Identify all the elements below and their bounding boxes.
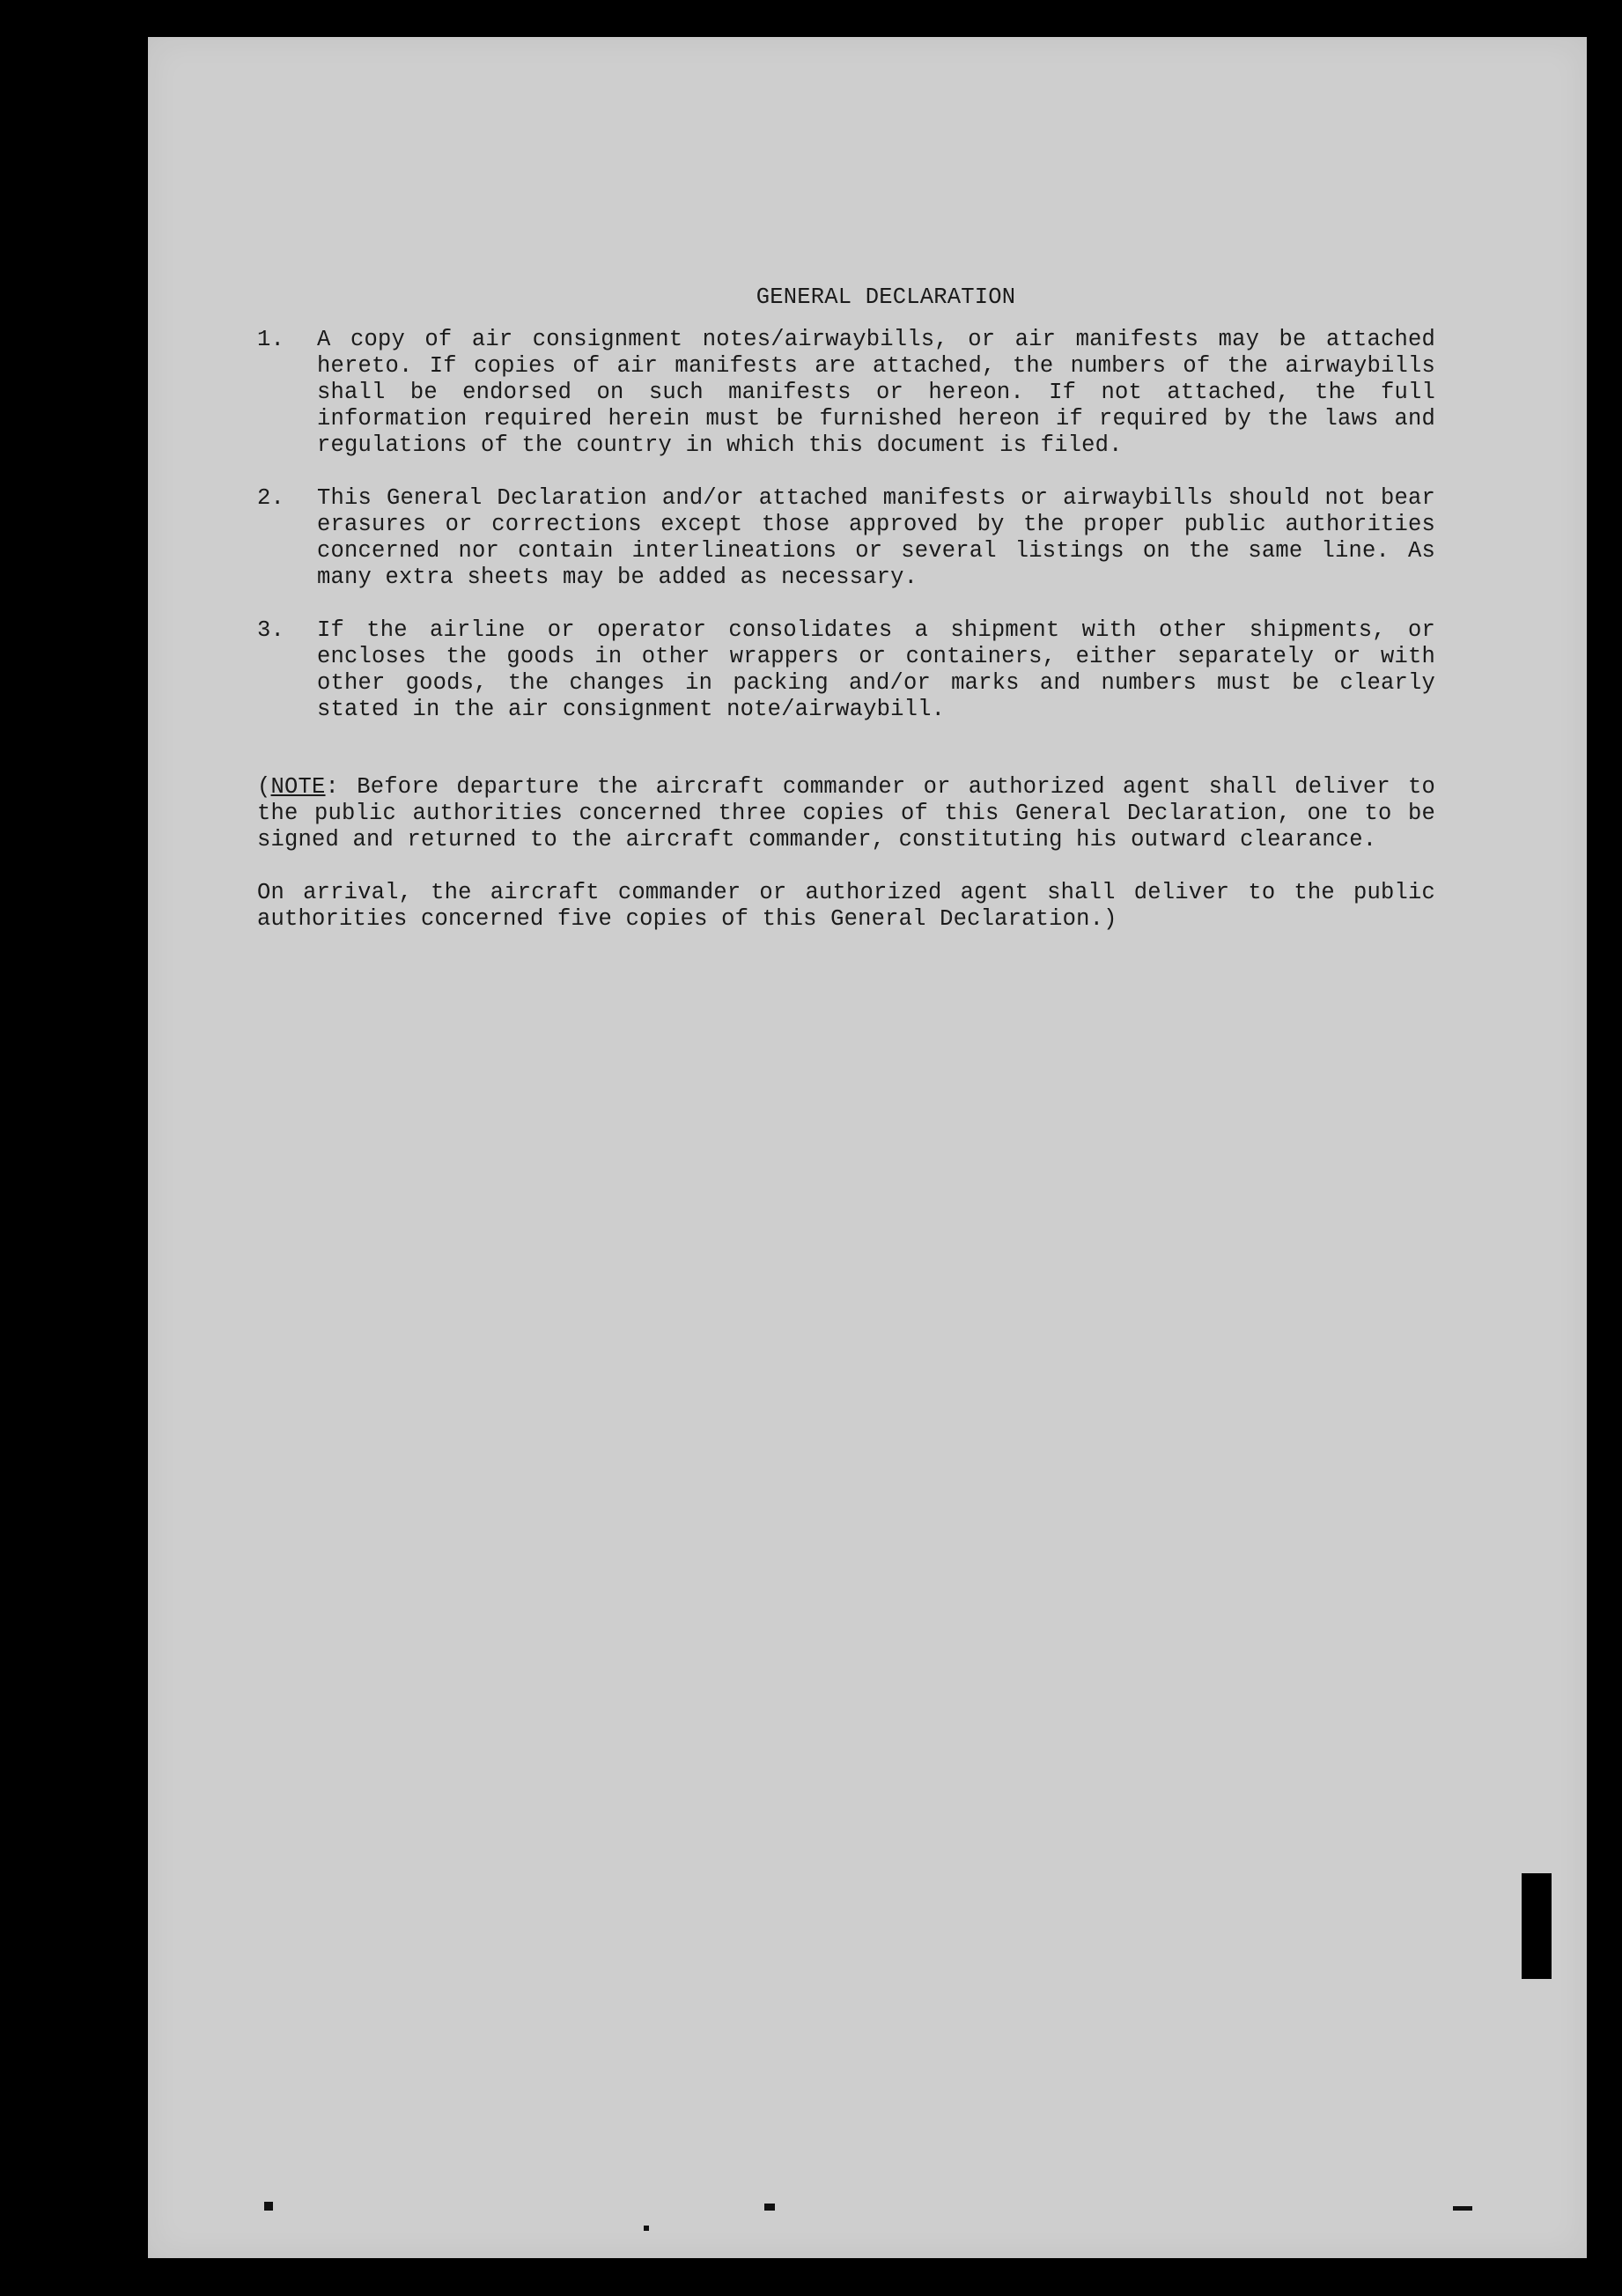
declaration-items (257, 327, 1435, 723)
scan-speck (644, 2226, 649, 2231)
note-paragraph (257, 774, 1435, 853)
document-body (257, 284, 1435, 956)
scan-speck (764, 2204, 775, 2211)
arrival-paragraph: On arrival, the aircraft commander or authorized agent shall deliver to the public authorities concerned five copies of this General Declaration.) (257, 880, 1435, 932)
item-number: 1. (257, 327, 285, 352)
item-text: A copy of air consignment notes/airwaybills, or air manifests may be attached hereto. If copies of air manifests are attached, the numbers of the airwaybills shall be endorsed on such manifests or hereon. If not attached, the full information required herein must be furnished hereon if required by the laws and regulations of the country in which this document is filed. (317, 327, 1435, 458)
note-open-paren: ( (257, 774, 271, 800)
list-item (257, 327, 1435, 459)
note-label: NOTE (270, 774, 326, 800)
document-title: GENERAL DECLARATION (756, 284, 1016, 310)
list-item (257, 617, 1435, 723)
page-edge-mark (1522, 1873, 1552, 1979)
scan-speck (264, 2202, 273, 2211)
item-number: 2. (257, 485, 285, 511)
item-number: 3. (257, 617, 285, 643)
item-text: If the airline or operator consolidates a shipment with other shipments, or encloses the goods in other wrappers or containers, either separately or with other goods, the changes in packing and/or marks and numbers must be clearly stated in the air consignment note/airwaybill. (317, 617, 1435, 722)
scan-speck (1453, 2206, 1472, 2211)
list-item (257, 485, 1435, 591)
note-text: : Before departure the aircraft commander or authorized agent shall deliver to the public authorities concerned three copies of this General Declaration, one to be signed and returned to the aircraft commander, constituting his outward clearance. (257, 774, 1435, 853)
item-text: This General Declaration and/or attached manifests or airwaybills should not bear erasures or corrections except those approved by the proper public authorities concerned nor contain interlineations or several listings on the same line. As many extra sheets may be added as necessary. (317, 485, 1435, 590)
